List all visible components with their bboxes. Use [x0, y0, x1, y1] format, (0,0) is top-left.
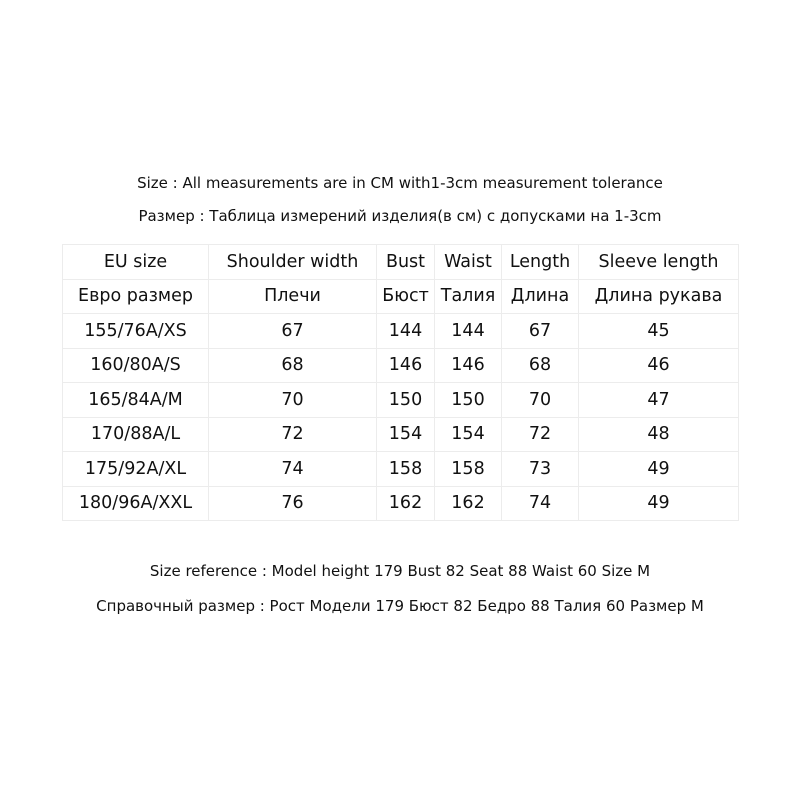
table-cell: 155/76A/XS	[63, 314, 209, 349]
table-cell: 146	[435, 348, 502, 383]
header-sleeve-length: Sleeve length	[579, 245, 739, 280]
header-eu-size: EU size	[63, 245, 209, 280]
table-cell: 150	[377, 383, 435, 418]
table-row	[63, 452, 739, 487]
table-cell: 158	[377, 452, 435, 487]
size-reference-english: Size reference : Model height 179 Bust 82 Seat 88 Waist 60 Size M	[149, 562, 651, 580]
header-row-russian	[63, 279, 739, 314]
table-cell: 74	[209, 452, 377, 487]
table-cell: 72	[502, 417, 579, 452]
header-shoulder-width-ru: Плечи	[209, 279, 377, 314]
table-cell: 49	[579, 452, 739, 487]
table-row	[63, 383, 739, 418]
table-cell: 165/84A/M	[63, 383, 209, 418]
table-cell: 154	[435, 417, 502, 452]
header-waist-ru: Талия	[435, 279, 502, 314]
table-cell: 175/92A/XL	[63, 452, 209, 487]
table-row	[63, 486, 739, 521]
size-note-russian: Размер : Таблица измерений изделия(в см) с допусками на 1-3cm	[138, 207, 662, 225]
table-row	[63, 314, 739, 349]
header-bust-ru: Бюст	[377, 279, 435, 314]
size-chart-table	[62, 244, 739, 521]
table-cell: 70	[209, 383, 377, 418]
table-cell: 68	[502, 348, 579, 383]
table-cell: 158	[435, 452, 502, 487]
table-cell: 73	[502, 452, 579, 487]
header-row-english	[63, 245, 739, 280]
table-cell: 45	[579, 314, 739, 349]
header-eu-size-ru: Евро размер	[63, 279, 209, 314]
header-length-ru: Длина	[502, 279, 579, 314]
table-cell: 150	[435, 383, 502, 418]
header-bust: Bust	[377, 245, 435, 280]
table-cell: 76	[209, 486, 377, 521]
table-cell: 67	[502, 314, 579, 349]
size-note-english: Size : All measurements are in CM with1-3cm measurement tolerance	[137, 174, 663, 192]
table-cell: 74	[502, 486, 579, 521]
header-waist: Waist	[435, 245, 502, 280]
table-cell: 70	[502, 383, 579, 418]
header-shoulder-width: Shoulder width	[209, 245, 377, 280]
table-cell: 68	[209, 348, 377, 383]
table-cell: 154	[377, 417, 435, 452]
header-sleeve-length-ru: Длина рукава	[579, 279, 739, 314]
table-cell: 144	[377, 314, 435, 349]
table-cell: 46	[579, 348, 739, 383]
table-cell: 180/96A/XXL	[63, 486, 209, 521]
table-cell: 162	[435, 486, 502, 521]
table-row	[63, 348, 739, 383]
table-cell: 144	[435, 314, 502, 349]
table-cell: 162	[377, 486, 435, 521]
table-cell: 146	[377, 348, 435, 383]
table-cell: 67	[209, 314, 377, 349]
table-cell: 48	[579, 417, 739, 452]
header-length: Length	[502, 245, 579, 280]
size-reference-russian: Справочный размер : Рост Модели 179 Бюст 82 Бедро 88 Талия 60 Размер M	[96, 597, 704, 615]
table-row	[63, 417, 739, 452]
table-cell: 170/88A/L	[63, 417, 209, 452]
table-cell: 49	[579, 486, 739, 521]
table-cell: 72	[209, 417, 377, 452]
table-cell: 160/80A/S	[63, 348, 209, 383]
table-cell: 47	[579, 383, 739, 418]
